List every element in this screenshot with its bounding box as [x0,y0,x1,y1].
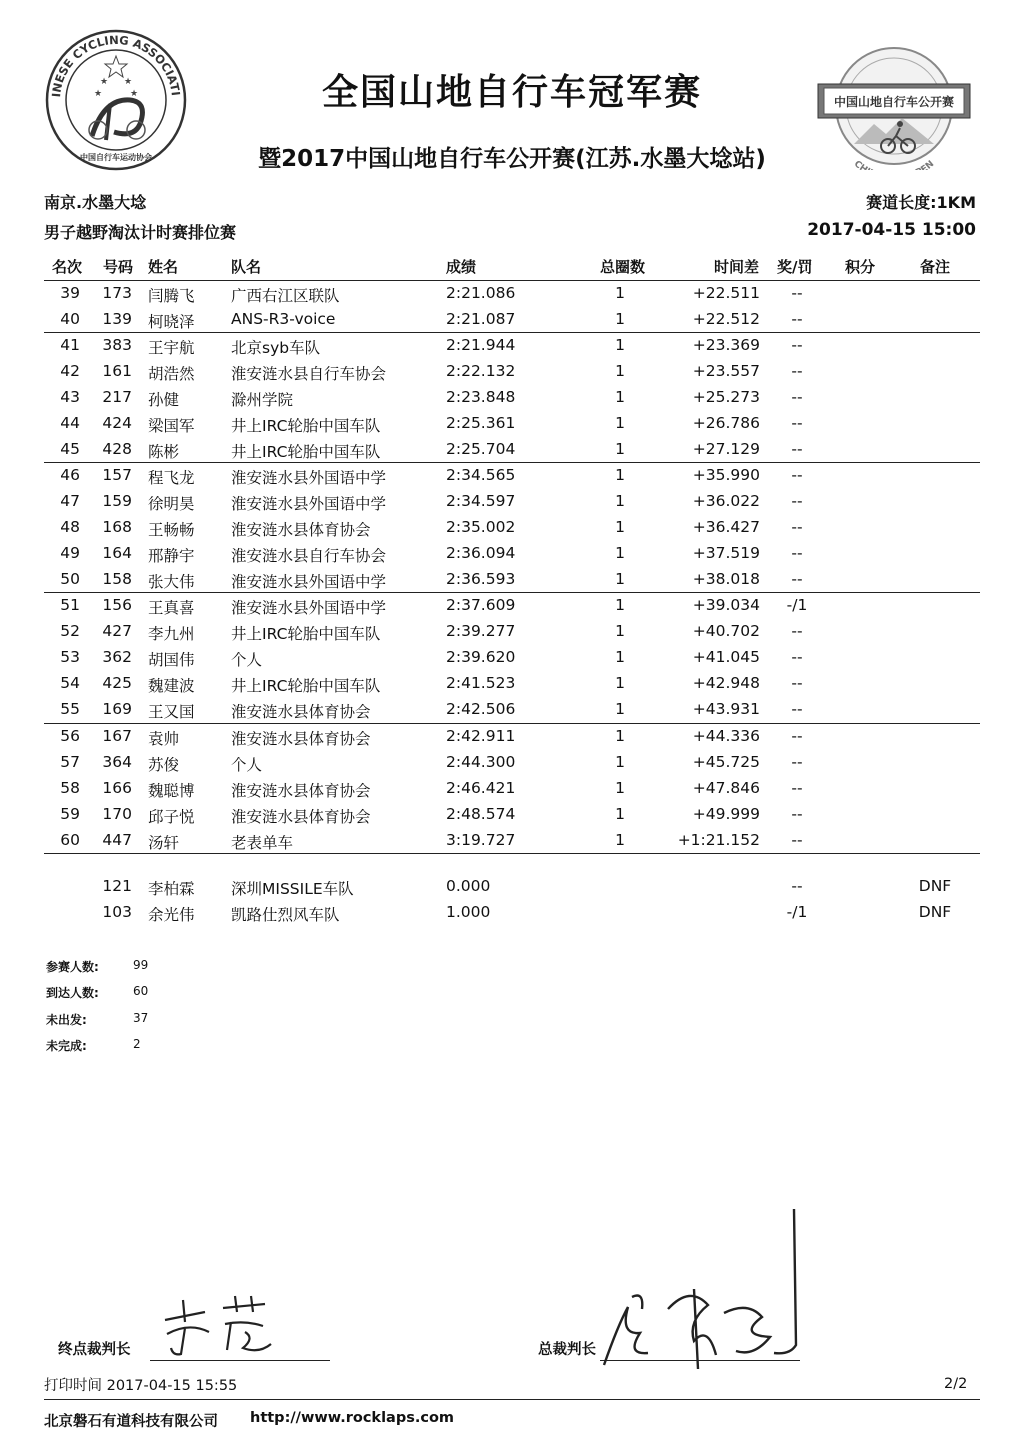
result-cell: 2:21.086 [446,284,516,302]
number-cell: 139 [102,309,132,328]
laps-cell: 1 [615,621,625,640]
team-cell: 老表单车 [231,833,294,852]
group-divider [44,332,980,333]
table-row [0,284,1024,310]
gap-cell: +36.427 [692,517,760,536]
penalty-cell: -- [791,517,803,536]
stat-label: 未出发: [46,1013,87,1027]
note-cell: DNF [918,903,952,921]
result-cell: 2:36.593 [446,569,516,588]
chief-judge-label: 总裁判长 [538,1342,596,1358]
penalty-cell: -/1 [786,596,808,614]
table-row [0,727,1024,753]
gap-cell: +41.045 [692,647,760,666]
gap-cell: +22.512 [692,309,760,328]
gap-cell: +47.846 [692,778,760,797]
svg-text:★: ★ [124,77,133,87]
team-cell: 淮安涟水县体育协会 [231,702,371,721]
result-cell: 2:42.506 [446,699,516,718]
name-cell: 李柏霖 [148,880,195,898]
penalty-cell: -- [791,699,803,718]
laps-cell: 1 [615,804,625,823]
laps-cell: 1 [615,778,625,797]
number-cell: 424 [102,413,132,432]
gap-cell: +38.018 [692,569,760,588]
penalty-cell: -- [791,543,803,562]
page-title: 全国山地自行车冠军赛 [321,72,702,113]
gap-cell: +45.725 [692,752,760,771]
result-cell: 2:42.911 [446,727,516,745]
name-cell: 王又国 [148,702,195,721]
result-cell: 2:35.002 [446,517,516,536]
table-row [0,336,1024,362]
gap-cell: +25.273 [692,387,760,406]
rank-cell: 53 [60,647,80,666]
number-cell: 447 [102,830,132,849]
table-row [0,492,1024,518]
result-cell: 1.000 [446,903,491,921]
number-cell: 217 [102,387,132,406]
rank-cell: 52 [60,621,80,640]
penalty-cell: -- [791,439,803,458]
laps-cell: 1 [615,387,625,406]
rank-cell: 59 [60,804,80,823]
header-name: 姓名 [148,258,179,276]
result-cell: 2:23.848 [446,387,516,406]
svg-text:★: ★ [94,89,103,99]
penalty-cell: -- [791,284,803,302]
team-cell: 淮安涟水县外国语中学 [231,494,387,513]
laps-cell: 1 [615,727,625,745]
table-row [0,414,1024,440]
group-divider [44,853,980,854]
team-cell: ANS-R3-voice [231,309,336,328]
header-team: 队名 [231,258,262,276]
laps-cell: 1 [615,673,625,692]
rank-cell: 50 [60,569,80,588]
page-number: 2/2 [944,1376,968,1392]
name-cell: 魏建波 [148,676,195,695]
team-cell: 北京syb车队 [231,339,321,357]
name-cell: 陈彬 [148,442,180,461]
header-gap: 时间差 [714,258,760,276]
page-subtitle: 暨2017中国山地自行车公开赛(江苏.水墨大埝站) [258,146,766,172]
rank-cell: 39 [60,284,80,302]
number-cell: 383 [102,336,132,354]
table-row [0,648,1024,674]
penalty-cell: -- [791,752,803,771]
header-number: 号码 [103,258,134,276]
penalty-cell: -- [791,336,803,354]
company-url-link[interactable]: http://www.rocklaps.com [250,1410,455,1426]
group-divider [44,462,980,463]
company-name: 北京磐石有道科技有限公司 [44,1414,218,1430]
gap-cell: +23.557 [692,361,760,380]
gap-cell: +36.022 [692,491,760,510]
svg-text:★: ★ [100,77,109,87]
gap-cell: +26.786 [692,413,760,432]
mtb-banner-text: 中国山地自行车公开赛 [833,95,955,109]
team-cell: 淮安涟水县外国语中学 [231,469,387,487]
gap-cell: +39.034 [692,596,760,614]
result-cell: 2:25.361 [446,413,516,432]
rank-cell: 42 [60,361,80,380]
table-row [0,805,1024,831]
result-cell: 2:25.704 [446,439,516,458]
laps-cell: 1 [615,309,625,328]
rank-cell: 44 [60,413,80,432]
team-cell: 个人 [231,755,263,774]
result-cell: 2:46.421 [446,778,516,797]
rank-cell: 43 [60,387,80,406]
rank-cell: 49 [60,543,80,562]
penalty-cell: -- [791,466,803,484]
note-cell: DNF [918,877,952,895]
rank-cell: 58 [60,778,80,797]
team-cell: 深圳MISSILE车队 [231,880,354,898]
header-result: 成绩 [446,258,477,276]
finish-judge-signature-line [150,1360,330,1361]
number-cell: 161 [102,361,132,380]
penalty-cell: -- [791,361,803,380]
name-cell: 梁国军 [148,416,195,435]
number-cell: 169 [102,699,132,718]
laps-cell: 1 [615,752,625,771]
laps-cell: 1 [615,569,625,588]
penalty-cell: -- [791,621,803,640]
result-cell: 2:22.132 [446,361,516,380]
penalty-cell: -- [791,309,803,328]
table-row [0,362,1024,388]
course-length: 赛道长度:1KM [866,193,976,212]
footer-divider [44,1399,980,1400]
stat-value: 2 [133,1037,141,1051]
penalty-cell: -/1 [786,903,808,921]
svg-text:★: ★ [130,89,139,99]
penalty-cell: -- [791,413,803,432]
name-cell: 闫腾飞 [148,287,195,305]
result-cell: 2:44.300 [446,752,516,771]
laps-cell: 1 [615,439,625,458]
gap-cell: +23.369 [692,336,760,354]
gap-cell: +37.519 [692,543,760,562]
laps-cell: 1 [615,647,625,666]
name-cell: 孙健 [148,390,180,409]
laps-cell: 1 [615,284,625,302]
rank-cell: 60 [60,830,80,849]
gap-cell: +1:21.152 [677,830,760,849]
number-cell: 168 [102,517,132,536]
stat-label: 到达人数: [46,986,99,1000]
number-cell: 166 [102,778,132,797]
rank-cell: 51 [60,596,80,614]
laps-cell: 1 [615,466,625,484]
team-cell: 井上IRC轮胎中国车队 [231,442,381,461]
team-cell: 淮安涟水县自行车协会 [231,364,387,383]
penalty-cell: -- [791,804,803,823]
dnf-row [0,903,1024,929]
stat-label: 未完成: [46,1039,87,1053]
result-cell: 2:34.597 [446,491,516,510]
table-row [0,622,1024,648]
table-row [0,466,1024,492]
team-cell: 淮安涟水县体育协会 [231,807,371,826]
laps-cell: 1 [615,491,625,510]
name-cell: 王真喜 [148,599,195,617]
number-cell: 156 [102,596,132,614]
table-row [0,388,1024,414]
gap-cell: +44.336 [692,727,760,745]
finish-judge-label: 终点裁判长 [58,1342,131,1358]
number-cell: 167 [102,727,132,745]
name-cell: 苏俊 [148,755,180,774]
logo-arc-text: INESE CYCLING ASSOCIATI [49,32,183,98]
number-cell: 164 [102,543,132,562]
gap-cell: +42.948 [692,673,760,692]
number-cell: 170 [102,804,132,823]
name-cell: 李九州 [148,624,195,643]
venue: 南京.水墨大埝 [44,193,147,212]
name-cell: 邢静宇 [148,546,195,565]
team-cell: 淮安涟水县外国语中学 [231,572,387,591]
number-cell: 158 [102,569,132,588]
name-cell: 徐明昊 [148,494,195,513]
header-laps: 总圈数 [600,258,646,276]
result-cell: 2:21.944 [446,336,516,354]
name-cell: 张大伟 [148,572,195,591]
laps-cell: 1 [615,361,625,380]
laps-cell: 1 [615,336,625,354]
penalty-cell: -- [791,778,803,797]
penalty-cell: -- [791,647,803,666]
name-cell: 胡国伟 [148,650,195,669]
name-cell: 程飞龙 [148,469,195,487]
dnf-row [0,877,1024,903]
gap-cell: +35.990 [692,466,760,484]
laps-cell: 1 [615,413,625,432]
rank-cell: 56 [60,727,80,745]
table-row [0,779,1024,805]
team-cell: 井上IRC轮胎中国车队 [231,416,381,435]
result-cell: 3:19.727 [446,830,516,849]
penalty-cell: -- [791,387,803,406]
print-time: 打印时间 2017-04-15 15:55 [44,1378,238,1394]
laps-cell: 1 [615,517,625,536]
stat-value: 60 [133,984,149,998]
rank-cell: 57 [60,752,80,771]
team-cell: 井上IRC轮胎中国车队 [231,624,381,643]
team-cell: 淮安涟水县体育协会 [231,730,371,748]
header-points: 积分 [845,258,876,276]
rank-cell: 54 [60,673,80,692]
gap-cell: +40.702 [692,621,760,640]
team-cell: 广西右江区联队 [231,287,340,305]
penalty-cell: -- [791,569,803,588]
name-cell: 魏聪博 [148,781,195,800]
event-name: 男子越野淘汰计时赛排位赛 [44,223,237,242]
team-cell: 滁州学院 [231,390,294,409]
name-cell: 柯晓泽 [148,312,195,331]
stat-label: 参赛人数: [46,960,99,974]
gap-cell: +27.129 [692,439,760,458]
number-cell: 121 [102,877,132,895]
rank-cell: 55 [60,699,80,718]
number-cell: 425 [102,673,132,692]
penalty-cell: -- [791,877,803,895]
team-cell: 淮安涟水县外国语中学 [231,599,387,617]
group-divider [44,723,980,724]
rank-cell: 46 [60,466,80,484]
name-cell: 汤轩 [148,833,180,852]
mtb-arc-text: CH EN [851,159,937,170]
team-cell: 淮安涟水县体育协会 [231,520,371,539]
table-row [0,518,1024,544]
name-cell: 袁帅 [148,730,180,748]
team-cell: 井上IRC轮胎中国车队 [231,676,381,695]
team-cell: 个人 [231,650,263,669]
result-cell: 2:37.609 [446,596,516,614]
name-cell: 邱子悦 [148,807,195,826]
team-cell: 凯路仕烈风车队 [231,906,340,924]
gap-cell: +49.999 [692,804,760,823]
table-row [0,674,1024,700]
table-row [0,544,1024,570]
number-cell: 428 [102,439,132,458]
penalty-cell: -- [791,830,803,849]
penalty-cell: -- [791,673,803,692]
result-cell: 2:48.574 [446,804,516,823]
laps-cell: 1 [615,830,625,849]
chief-judge-signature [598,1205,808,1375]
result-cell: 2:21.087 [446,309,516,328]
table-row [0,596,1024,622]
logo-bottom-text: 中国自行车运动协会 [80,153,152,162]
gap-cell: +22.511 [692,284,760,302]
header-notes: 备注 [920,258,951,276]
rank-cell: 41 [60,336,80,354]
table-row [0,753,1024,779]
name-cell: 胡浩然 [148,364,195,383]
finish-judge-signature [155,1292,285,1360]
result-cell: 0.000 [446,877,491,895]
team-cell: 淮安涟水县体育协会 [231,781,371,800]
stat-value: 99 [133,958,149,972]
laps-cell: 1 [615,596,625,614]
penalty-cell: -- [791,491,803,510]
name-cell: 王畅畅 [148,520,195,539]
header-penalty: 奖/罚 [777,258,813,276]
penalty-cell: -- [791,727,803,745]
number-cell: 362 [102,647,132,666]
name-cell: 王宇航 [148,339,195,357]
team-cell: 淮安涟水县自行车协会 [231,546,387,565]
gap-cell: +43.931 [692,699,760,718]
laps-cell: 1 [615,699,625,718]
table-row [0,700,1024,726]
result-cell: 2:39.277 [446,621,516,640]
rank-cell: 40 [60,309,80,328]
number-cell: 157 [102,466,132,484]
name-cell: 余光伟 [148,906,195,924]
number-cell: 159 [102,491,132,510]
number-cell: 173 [102,284,132,302]
result-cell: 2:39.620 [446,647,516,666]
result-cell: 2:36.094 [446,543,516,562]
number-cell: 103 [102,903,132,921]
stat-value: 37 [133,1011,149,1025]
result-cell: 2:34.565 [446,466,516,484]
laps-cell: 1 [615,543,625,562]
header-rank: 名次 [52,258,83,276]
result-cell: 2:41.523 [446,673,516,692]
event-datetime: 2017-04-15 15:00 [807,220,976,240]
rank-cell: 45 [60,439,80,458]
number-cell: 427 [102,621,132,640]
rank-cell: 47 [60,491,80,510]
group-divider [44,592,980,593]
rank-cell: 48 [60,517,80,536]
group-divider [44,280,980,281]
number-cell: 364 [102,752,132,771]
